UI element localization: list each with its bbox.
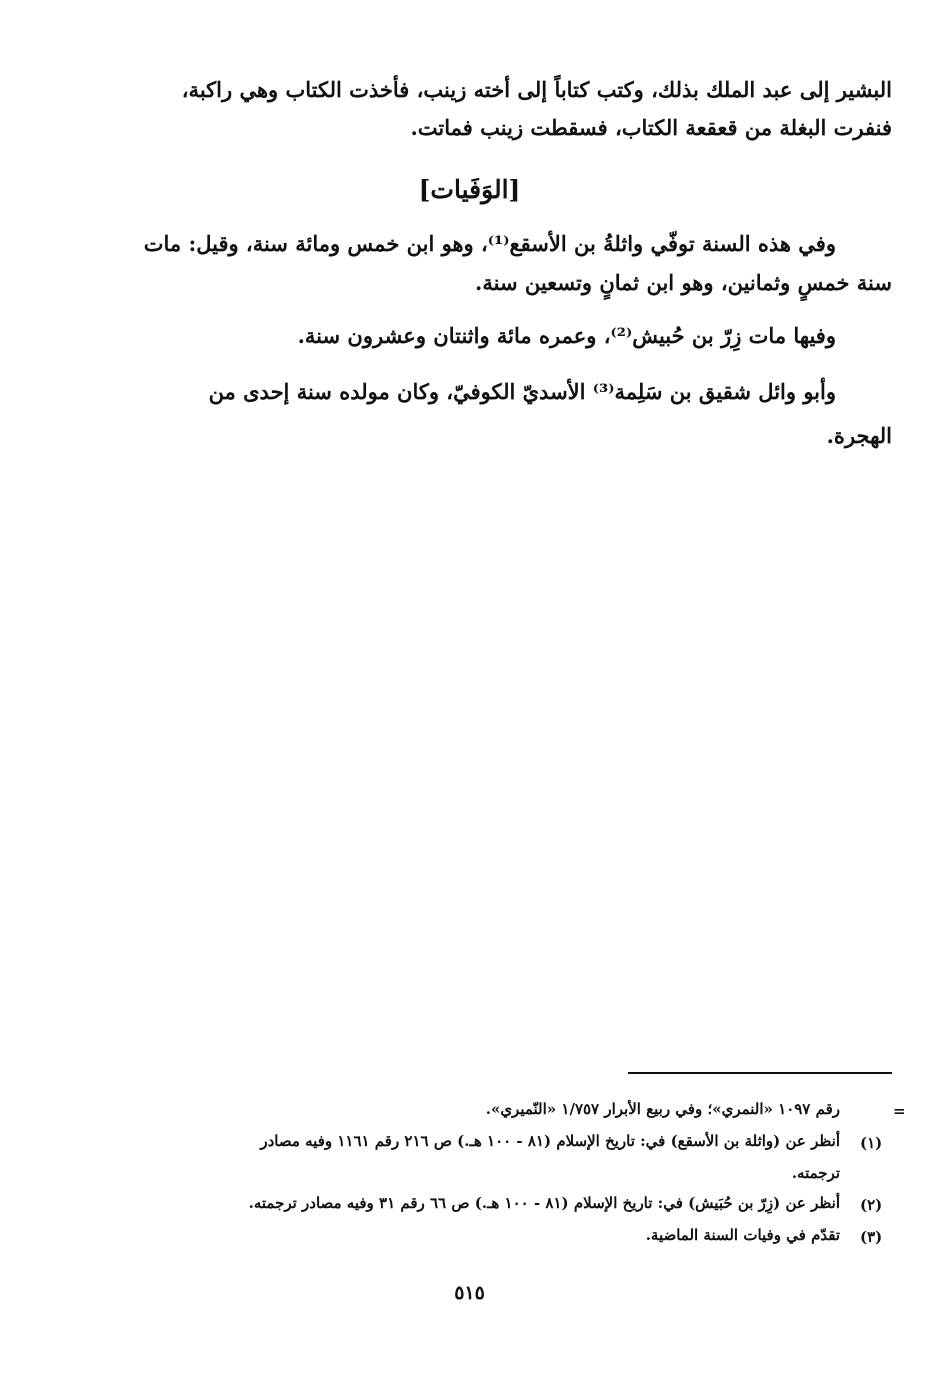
body-line-3: وفي هذه السنة توفّي واثلةُ بن الأسقع⁽¹⁾، وهو ابن خمس ومائة سنة، وقيل: مات — [143, 231, 836, 256]
body-line-2: فنفرت البغلة من قعقعة الكتاب، فسقطت زينب فماتت. — [410, 115, 892, 140]
footnote-number-1: (١) — [860, 1134, 883, 1152]
footnote-continuation-mark: = — [893, 1102, 906, 1120]
footnote-number-2: (٢) — [860, 1196, 883, 1214]
body-line-4: سنة خمسٍ وثمانين، وهو ابن ثمانٍ وتسعين سنة. — [475, 270, 892, 295]
body-line-5: وفيها مات زِرّ بن حُبيش⁽²⁾، وعمره مائة واثنتان وعشرون سنة. — [297, 323, 836, 348]
page-number: ٥١٥ — [454, 1282, 485, 1304]
section-heading: [الوَفَيات] — [418, 175, 521, 204]
body-line-6: وأبو وائل شقيق بن سَلِمة⁽³⁾ الأسديّ الكوفيّ، وكان مولده سنة إحدى من — [208, 379, 836, 404]
body-line-1: البشير إلى عبد الملك بذلك، وكتب كتاباً إلى أخته زينب، فأخذت الكتاب وهي راكبة، — [181, 77, 892, 102]
footnote-1-continued: ترجمته. — [791, 1164, 840, 1182]
footnote-continuation: رقم ١٠٩٧ «النمري»؛ وفي ربيع الأبرار ١/٧٥٧ «النّميري». — [485, 1100, 840, 1118]
footnote-2: أنظر عن (زِرّ بن حُبَيش) في: تاريخ الإسلام (٨١ - ١٠٠ هـ.) ص ٦٦ رقم ٣١ وفيه مصادر ترجمته. — [248, 1194, 840, 1212]
footnote-3: تقدّم في وفيات السنة الماضية. — [645, 1226, 840, 1244]
footnote-1: أنظر عن (واثلة بن الأسقع) في: تاريخ الإسلام (٨١ - ١٠٠ هـ.) ص ٢١٦ رقم ١١٦١ وفيه مصادر — [260, 1132, 840, 1150]
footnote-number-3: (٣) — [860, 1228, 883, 1246]
body-line-7: الهجرة. — [826, 423, 892, 448]
footnote-separator — [628, 1072, 892, 1074]
